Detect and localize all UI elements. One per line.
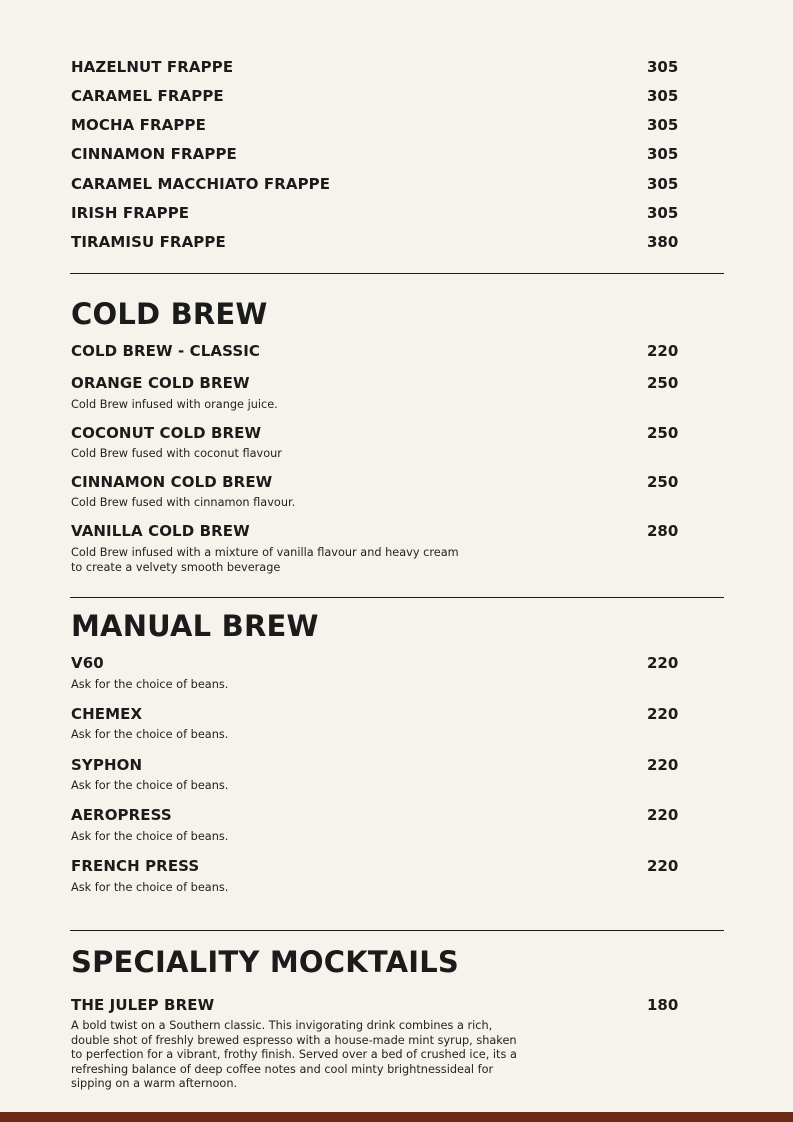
section-title: SPECIALITY MOCKTAILS [71,945,460,979]
menu-item-price: 250 [647,473,679,491]
menu-item-name: SYPHON [71,756,143,774]
menu-item-name: CINNAMON FRAPPE [71,145,237,163]
menu-item-description: Ask for the choice of beans. [71,728,229,741]
footer-bar [0,1112,793,1122]
menu-item-price: 250 [647,374,679,392]
section-title: MANUAL BREW [71,609,319,643]
menu-item-price: 220 [647,654,679,672]
menu-item-price: 305 [647,58,679,76]
menu-item-price: 305 [647,116,679,134]
menu-item-description: Cold Brew fused with coconut flavour [71,447,282,460]
menu-item-name: CINNAMON COLD BREW [71,473,273,491]
menu-item-name: FRENCH PRESS [71,857,200,875]
menu-item-price: 305 [647,175,679,193]
menu-item-description: Cold Brew fused with cinnamon flavour. [71,496,296,509]
menu-item-name: COLD BREW - CLASSIC [71,342,261,360]
menu-item-name: IRISH FRAPPE [71,204,190,222]
menu-item-description: to create a velvety smooth beverage [71,561,281,574]
menu-item-description: refreshing balance of deep coffee notes and cool minty brightnessideal for [71,1063,494,1076]
menu-item-price: 280 [647,522,679,540]
menu-item-name: AEROPRESS [71,806,172,824]
menu-item-name: THE JULEP BREW [71,996,215,1014]
menu-item-price: 220 [647,705,679,723]
menu-item-name: MOCHA FRAPPE [71,116,206,134]
menu-item-name: ORANGE COLD BREW [71,374,250,392]
menu-item-price: 220 [647,756,679,774]
menu-item-price: 305 [647,204,679,222]
section-title: COLD BREW [71,297,268,331]
menu-item-description: Ask for the choice of beans. [71,830,229,843]
menu-item-name: CARAMEL MACCHIATO FRAPPE [71,175,331,193]
menu-item-price: 220 [647,806,679,824]
menu-item-name: HAZELNUT FRAPPE [71,58,234,76]
section-divider [70,930,724,931]
menu-item-name: VANILLA COLD BREW [71,522,250,540]
section-divider [70,273,724,274]
menu-item-price: 305 [647,145,679,163]
menu-item-name: TIRAMISU FRAPPE [71,233,226,251]
menu-item-price: 180 [647,996,679,1014]
section-divider [70,597,724,598]
menu-item-price: 305 [647,87,679,105]
menu-item-name: V60 [71,654,104,672]
menu-item-description: Ask for the choice of beans. [71,779,229,792]
menu-item-price: 380 [647,233,679,251]
menu-item-description: Cold Brew infused with orange juice. [71,398,278,411]
menu-item-description: Ask for the choice of beans. [71,881,229,894]
menu-item-description: sipping on a warm afternoon. [71,1077,238,1090]
menu-item-name: COCONUT COLD BREW [71,424,262,442]
menu-item-price: 220 [647,857,679,875]
menu-item-name: CARAMEL FRAPPE [71,87,224,105]
menu-item-description: A bold twist on a Southern classic. This invigorating drink combines a rich, [71,1019,493,1032]
menu-item-description: Cold Brew infused with a mixture of vanilla flavour and heavy cream [71,546,459,559]
menu-item-description: double shot of freshly brewed espresso with a house-made mint syrup, shaken [71,1034,517,1047]
menu-item-name: CHEMEX [71,705,143,723]
menu-item-price: 220 [647,342,679,360]
menu-item-description: Ask for the choice of beans. [71,678,229,691]
menu-item-description: to perfection for a vibrant, frothy finish. Served over a bed of crushed ice, its a [71,1048,517,1061]
menu-item-price: 250 [647,424,679,442]
